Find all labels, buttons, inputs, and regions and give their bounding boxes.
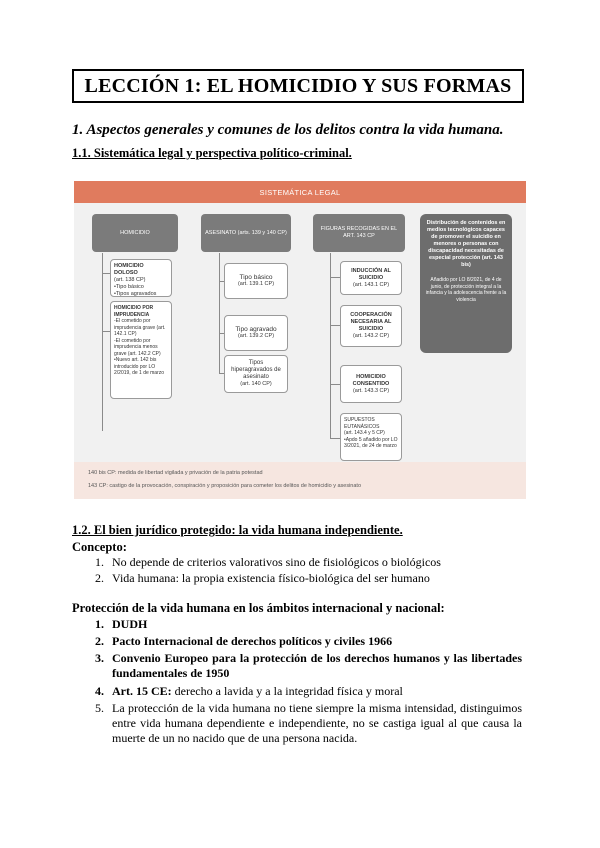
homicidio-consentido-box (340, 365, 402, 403)
list-number: 3. (95, 651, 104, 665)
list-item (72, 634, 526, 649)
supuestos-eutanasicos-box (340, 413, 402, 461)
list-text: No depende de criterios valorativos sino de fisiológicos o biológicos (112, 555, 441, 569)
box-title: HOMICIDIO CONSENTIDO (352, 373, 390, 387)
connector (330, 438, 340, 439)
legal-system-diagram (74, 181, 526, 499)
section-1-2-heading: 1.2. El bien jurídico protegido: la vida humana independiente. (72, 523, 403, 537)
figuras-143-header-box: FIGURAS RECOGIDAS EN EL ART. 143 CP (313, 214, 405, 252)
box-title: COOPERACIÓN NECESARIA AL SUICIDIO (350, 312, 392, 332)
box-title: HOMICIDIO DOLOSO (114, 263, 144, 276)
list-text: DUDH (112, 617, 148, 631)
box-title: Tipo básico (239, 274, 273, 281)
box-line: •Nuevo art. 142 bis introducido por LO 2/2019, de 1 de marzo (114, 357, 165, 376)
tipo-basico-box (224, 263, 288, 299)
box-line: •Apdo 5 añadido por LO 3/2021, de 24 de marzo (344, 436, 398, 449)
list-item (72, 571, 526, 586)
homicidio-imprudencia-box (110, 301, 172, 399)
section-1-1-heading: 1.1. Sistemática legal y perspectiva político-criminal. (72, 146, 352, 160)
list-text-bold: Art. 15 CE: (112, 684, 172, 698)
connector (102, 253, 103, 431)
box-title: SUPUESTOS EUTANÁSICOS (344, 417, 380, 430)
list-item (72, 684, 526, 699)
box-ref: (art. 138 CP) (114, 277, 146, 283)
tipos-hiperagravados-box (224, 355, 288, 393)
box-line: •Tipo básico (114, 284, 144, 290)
list-number: 4. (95, 684, 104, 698)
homicidio-header-box: HOMICIDIO (92, 214, 178, 252)
box-ref: (art. 139.2 CP) (237, 333, 275, 339)
lesson-title: LECCIÓN 1: EL HOMICIDIO Y SUS FORMAS (72, 69, 524, 103)
tipo-agravado-box (224, 315, 288, 351)
list-item (72, 651, 526, 681)
connector (102, 331, 110, 332)
box-title: INDUCCIÓN AL SUICIDIO (351, 267, 391, 281)
list-item (72, 701, 526, 746)
proteccion-label: Protección de la vida humana en los ámbitos internacional y nacional: (72, 601, 445, 615)
list-item (72, 617, 526, 632)
connector (102, 273, 110, 274)
connector (330, 277, 340, 278)
box-ref: (art. 143.3 CP) (352, 387, 390, 394)
list-number: 2. (95, 571, 104, 585)
cooperacion-suicidio-box (340, 305, 402, 347)
induccion-suicidio-box (340, 261, 402, 295)
concepto-label: Concepto: (72, 540, 127, 554)
connector (219, 253, 220, 373)
box-note: Añadido por LO 8/2021, de 4 de junio, de protección integral a la infancia y la adolescencia frente a la violencia (425, 277, 507, 303)
box-ref: (art. 143.1 CP) (352, 281, 390, 288)
box-ref: (art. 143.2 CP) (352, 333, 390, 339)
connector (330, 325, 340, 326)
diagram-notes (74, 462, 526, 499)
list-text: Vida humana: la propia existencia físico-biológica del ser humano (112, 571, 430, 585)
list-item (72, 555, 526, 570)
box-line: -El cometido por imprudencia menos grave (art. 142.2 CP) (114, 337, 161, 357)
list-text: La protección de la vida humana no tiene siempre la misma intensidad, distinguimos entre vida humana dependiente e independiente, no se castiga igual al que causa la muerte de un no nacido que de una persona nacida. (112, 701, 522, 745)
box-line: •Tipos agravados (114, 291, 157, 297)
connector (330, 384, 340, 385)
box-ref: (art. 139.1 CP) (237, 281, 275, 287)
box-title: HOMICIDIO POR IMPRUDENCIA (114, 305, 154, 318)
connector (330, 253, 331, 438)
list-text: Convenio Europeo para la protección de los derechos humanos y las libertades fundamentales de 1950 (112, 651, 522, 680)
section-1-heading: 1. Aspectos generales y comunes de los delitos contra la vida humana. (72, 122, 504, 138)
box-line: -El cometido por imprudencia grave (art. 142.1 CP) (114, 318, 166, 337)
list-text: derecho a lavida y a la integridad física y moral (171, 684, 403, 698)
diagram-note-2: 143 CP: castigo de la provocación, conspiración y proposición para cometer los delitos de homicidio y asesinato (88, 483, 362, 489)
asesinato-header-box: ASESINATO (arts. 139 y 140 CP) (201, 214, 291, 252)
homicidio-doloso-box (110, 259, 172, 297)
list-text: Pacto Internacional de derechos políticos y civiles 1966 (112, 634, 393, 648)
box-title: Tipo agravado (235, 326, 277, 333)
list-number: 5. (95, 701, 104, 715)
list-number: 1. (95, 617, 104, 631)
box-ref: (art. 143.4 y 5 CP) (344, 430, 385, 436)
diagram-header: SISTEMÁTICA LEGAL (74, 181, 526, 203)
box-title: Tipos hiperagravados de asesinato (231, 360, 281, 380)
list-number: 1. (95, 555, 104, 569)
articulo-143-bis-box (420, 214, 512, 353)
diagram-note-1: 140 bis CP: medida de libertad vigilada y privación de la patria potestad (88, 470, 263, 476)
box-ref: (art. 140 CP) (240, 381, 272, 387)
box-text: Distribución de contenidos en medios tecnológicos capaces de promover el suicidio en menores o personas con discapacidad necesitadas de especial protección (art. 143 bis) (426, 220, 506, 268)
list-number: 2. (95, 634, 104, 648)
